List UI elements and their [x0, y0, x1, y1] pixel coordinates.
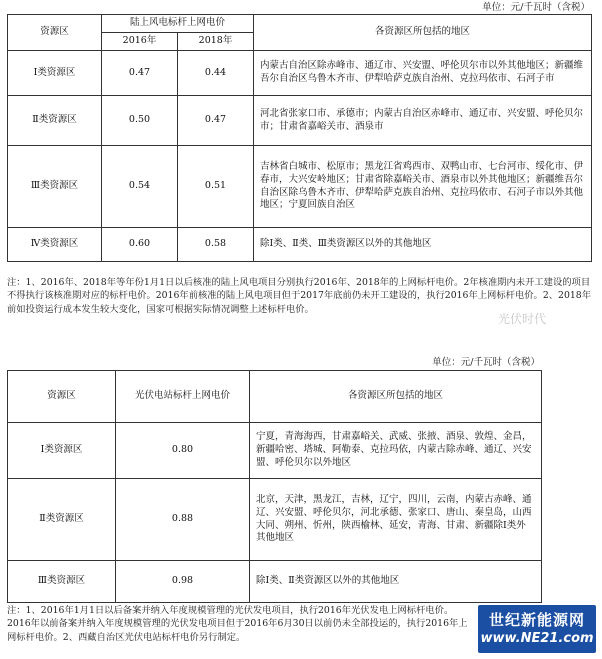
region-areas: 北京，天津，黑龙江，吉林，辽宁，四川，云南，内蒙古赤峰、通辽、兴安盟、呼伦贝尔，河北承德、张家口、唐山、秦皇岛，山西大同、朔州、忻州，陕西榆林、延安，青海、甘肃、新疆除Ⅰ类外其他地区 — [250, 479, 542, 561]
table-row — [8, 146, 592, 228]
site-logo — [478, 605, 596, 653]
region-areas: 内蒙古自治区除赤峰市、通辽市、兴安盟、呼伦贝尔市以外其他地区；新疆维吾尔自治区乌鲁木齐市、伊犁哈萨克族自治州、克拉玛依市、石河子市 — [254, 51, 592, 96]
price-2018: 0.58 — [178, 228, 254, 262]
region-name: Ⅱ类资源区 — [8, 479, 116, 561]
price-2016: 0.50 — [102, 96, 178, 146]
table-row — [8, 561, 542, 603]
table-row — [8, 479, 542, 561]
price-2018: 0.47 — [178, 96, 254, 146]
price-2016: 0.60 — [102, 228, 178, 262]
region-areas: 除Ⅰ类、Ⅱ类资源区以外的其他地区 — [250, 561, 542, 603]
watermark-text: 光伏时代 — [498, 312, 547, 326]
wind-header-year-2018: 2018年 — [178, 33, 254, 51]
table-row — [8, 51, 592, 96]
wind-unit-label: 单位：元/千瓦时（含税） — [482, 2, 590, 13]
pv-header-price: 光伏电站标杆上网电价 — [116, 371, 250, 423]
price-2016: 0.47 — [102, 51, 178, 96]
wind-header-region: 资源区 — [8, 15, 102, 51]
pv-header-areas: 各资源区所包括的地区 — [250, 371, 542, 423]
table-row — [8, 228, 592, 262]
pv-price-table — [7, 370, 542, 603]
region-name: Ⅱ类资源区 — [8, 96, 102, 146]
price-2016: 0.54 — [102, 146, 178, 228]
pv-unit-label: 单位：元/千瓦时（含税） — [432, 357, 540, 368]
table-row — [8, 96, 592, 146]
region-areas: 除Ⅰ类、Ⅱ类、Ⅲ类资源区以外的其他地区 — [254, 228, 592, 262]
pv-price: 0.88 — [116, 479, 250, 561]
wind-note: 注：1、2016年、2018年等年份1月1日以后核准的陆上风电项目分别执行2016年、2018年的上网标杆电价。2年核准期内未开工建设的项目不得执行该核准期对应的标杆电价。2016年前核准的陆上风电项目但于2017年底前仍未开工建设的，执行2016年上网标杆电价。2、2018年前如投资运行成本发生较大变化，国家可根据实际情况调整上述标杆电价。 — [7, 277, 591, 315]
region-name: Ⅳ类资源区 — [8, 228, 102, 262]
region-name: Ⅲ类资源区 — [8, 561, 116, 603]
region-name: Ⅰ类资源区 — [8, 51, 102, 96]
price-2018: 0.51 — [178, 146, 254, 228]
region-name: Ⅲ类资源区 — [8, 146, 102, 228]
table-row — [8, 423, 542, 479]
wind-price-table — [7, 14, 592, 262]
wind-header-year-2016: 2016年 — [102, 33, 178, 51]
pv-price: 0.80 — [116, 423, 250, 479]
wind-header-areas: 各资源区所包括的地区 — [254, 15, 592, 51]
logo-url: www.NE21.com — [480, 631, 594, 647]
wind-header-price: 陆上风电标杆上网电价 — [102, 15, 254, 33]
logo-title: 世纪新能源网 — [488, 611, 585, 629]
pv-note: 注：1、2016年1月1日以后备案并纳入年度规模管理的光伏发电项目，执行2016年光伏发电上网标杆电价。2016年以前备案并纳入年度规模管理的光伏发电项目但于2016年6月30日以前仍未全部投运的，执行2016年上网标杆电价。2、西藏自治区光伏电站标杆电价另行制定。 — [7, 605, 468, 643]
price-2018: 0.44 — [178, 51, 254, 96]
region-areas: 吉林省白城市、松原市；黑龙江省鸡西市、双鸭山市、七台河市、绥化市、伊春市，大兴安岭地区；甘肃省除嘉峪关市、酒泉市以外其他地区；新疆维吾尔自治区除乌鲁木齐市、伊犁哈萨克族自治州、克拉玛依市、石河子市以外其他地区；宁夏回族自治区 — [254, 146, 592, 228]
pv-price: 0.98 — [116, 561, 250, 603]
region-areas: 河北省张家口市、承德市；内蒙古自治区赤峰市、通辽市、兴安盟、呼伦贝尔市；甘肃省嘉峪关市、酒泉市 — [254, 96, 592, 146]
region-name: Ⅰ类资源区 — [8, 423, 116, 479]
region-areas: 宁夏，青海海西，甘肃嘉峪关、武威、张掖、酒泉、敦煌、金昌，新疆哈密、塔城、阿勒泰、克拉玛依，内蒙古除赤峰、通辽、兴安盟、呼伦贝尔以外地区 — [250, 423, 542, 479]
pv-header-region: 资源区 — [8, 371, 116, 423]
